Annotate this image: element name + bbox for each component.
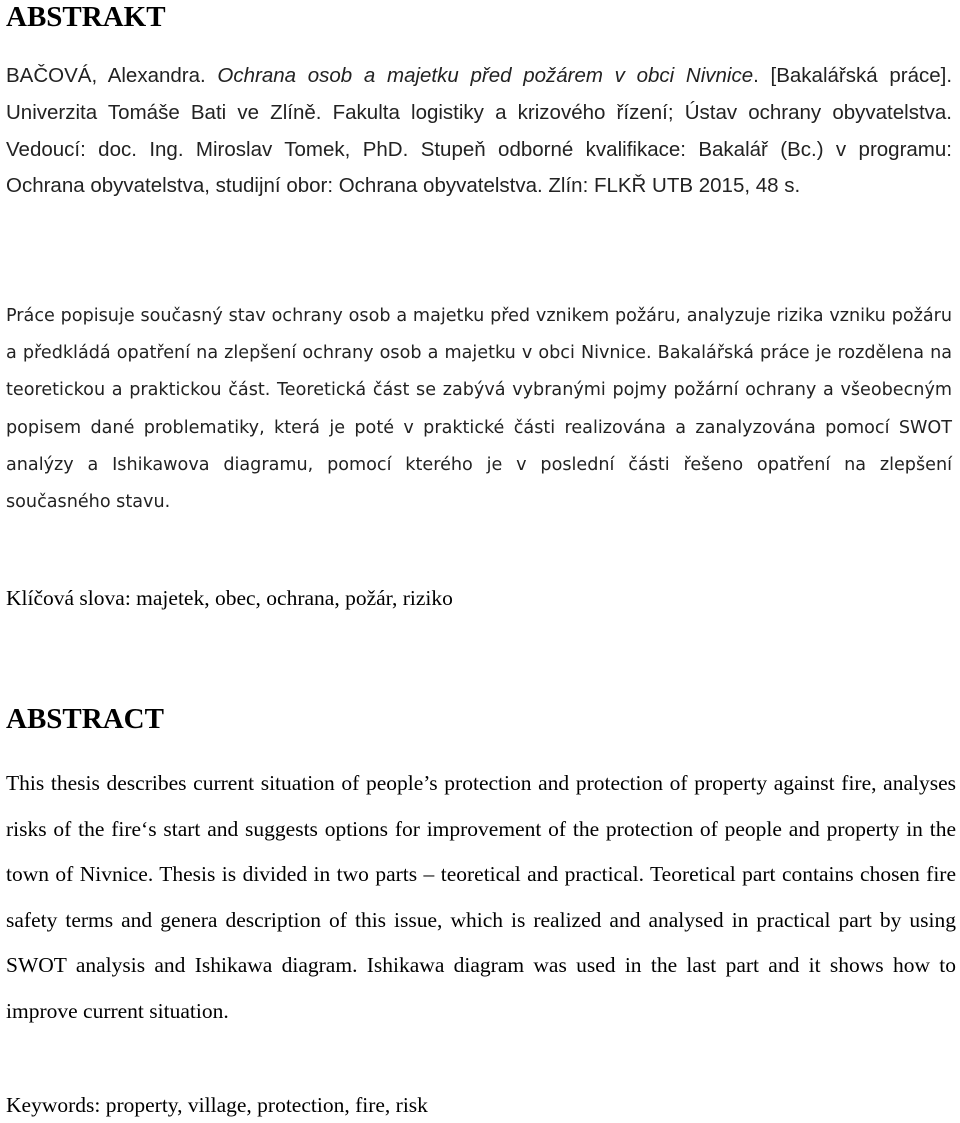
citation-title: Ochrana osob a majetku před požárem v obci Nivnice bbox=[217, 64, 754, 87]
citation-details: . [Bakalářská práce]. Univerzita Tomáše Bati ve Zlíně. Fakulta logistiky a krizového řízení; Ústav ochrany obyvatelstva. Vedoucí: doc. Ing. Miroslav Tomek, PhD. Stupeň odborné kvalifikace: Bakalář (Bc.) v programu: Ochrana obyvatelstva, studijní obor: Ochrana obyvatelstva. Zlín: FLKŘ UTB 2015, 48 s. bbox=[6, 64, 953, 198]
abstract-heading: ABSTRACT bbox=[6, 703, 164, 735]
czech-abstract-text: Práce popisuje současný stav ochrany osob a majetku před vznikem požáru, analyzuje rizika vzniku požáru a předkládá opatření na zlepšení ochrany osob a majetku v obci Nivnice. Bakalářská práce je rozdělena na teoretickou a praktickou část. Teoretická část se zabývá vybranými pojmy požární ochrany a všeobecným popisem dané problematiky, která je poté v praktické části realizována a zanalyzována pomocí SWOT analýzy a Ishikawova diagramu, pomocí kterého je v poslední části řešeno opatření na zlepšení současného stavu. bbox=[6, 306, 952, 513]
abstrakt-heading: ABSTRAKT bbox=[6, 1, 166, 33]
czech-keywords: Klíčová slova: majetek, obec, ochrana, požár, riziko bbox=[6, 586, 453, 610]
citation-author: BAČOVÁ, Alexandra. bbox=[6, 64, 218, 87]
bibliographic-citation bbox=[6, 58, 952, 205]
english-abstract-text: This thesis describes current situation of people’s protection and protection of property against fire, analyses risks of the fire‘s start and suggests options for improvement of the protection of people and property in the town of Nivnice. Thesis is divided in two parts – teoretical and practical. Teoretical part contains chosen fire safety terms and genera description of this issue, which is realized and analysed in practical part by using SWOT analysis and Ishikawa diagram. Ishikawa diagram was used in the last part and it shows how to improve current situation. bbox=[6, 771, 956, 1023]
english-keywords: Keywords: property, village, protection, fire, risk bbox=[6, 1093, 428, 1117]
